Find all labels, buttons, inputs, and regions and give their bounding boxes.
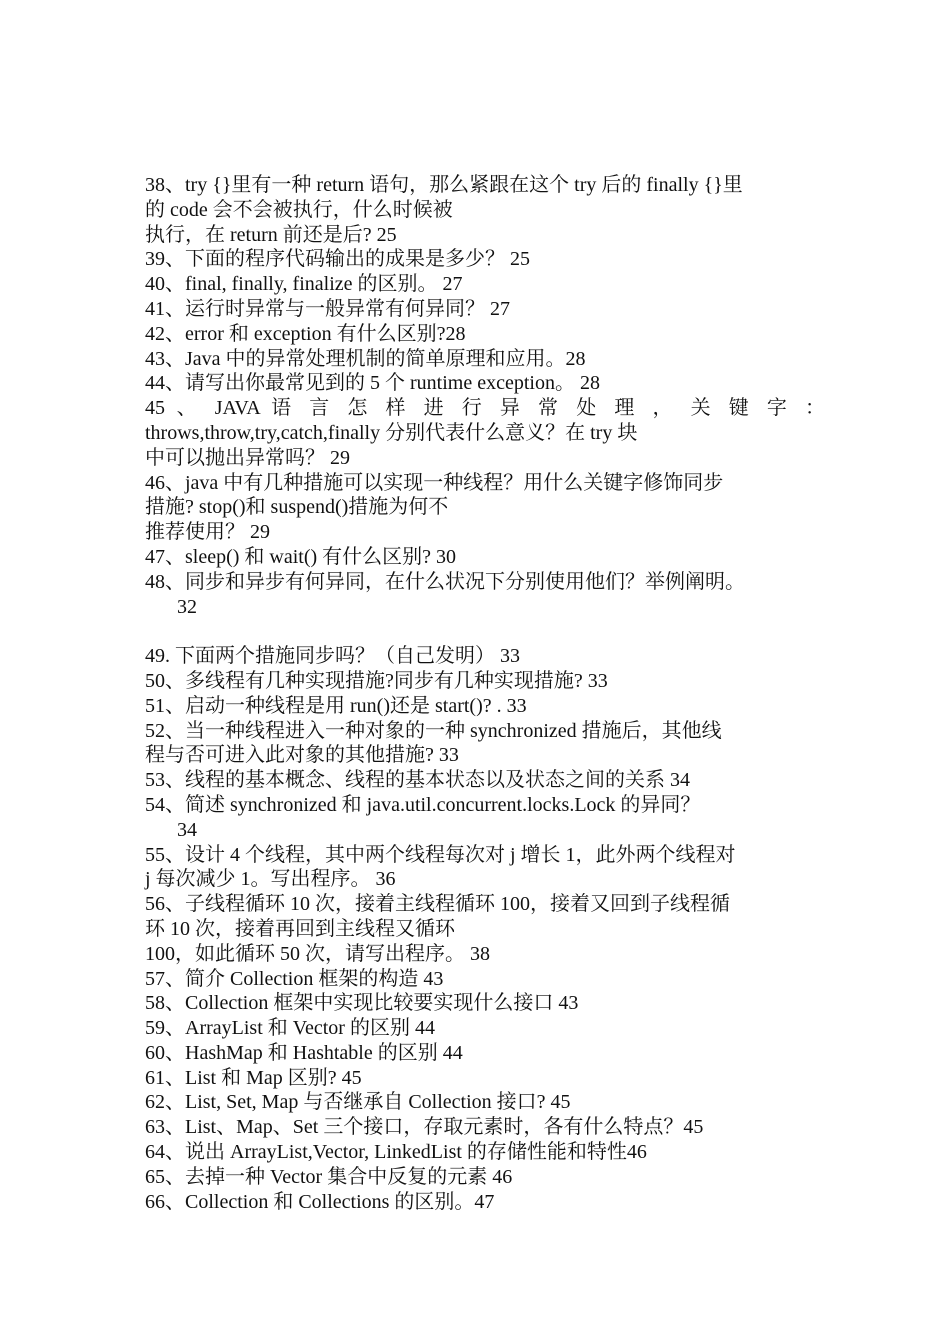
toc-line-58: 58、Collection 框架中实现比较要实现什么接口 43 [145,992,579,1015]
toc-line-59: 59、ArrayList 和 Vector 的区别 44 [145,1017,435,1040]
toc-line-39: 39、下面的程序代码输出的成果是多少？ 25 [145,248,530,271]
toc-page [145,173,825,1214]
toc-line-57: 57、简介 Collection 框架的构造 43 [145,967,444,990]
toc-line-38a: 38、try {}里有一种 return 语句，那么紧跟在这个 try 后的 finally {}里 [145,174,743,196]
toc-line-56c: 100，如此循环 50 次，请写出程序。 38 [145,942,490,965]
toc-line-55a: 55、设计 4 个线程，其中两个线程每次对 j 增长 1，此外两个线程对 [145,843,736,866]
toc-line-44: 44、请写出你最常见到的 5 个 runtime exception。 28 [145,372,600,395]
toc-line-50: 50、多线程有几种实现措施?同步有几种实现措施? 33 [145,669,608,692]
toc-line-55b: j 每次减少 1。写出程序。 36 [145,868,396,891]
toc-line-66: 66、Collection 和 Collections 的区别。47 [145,1190,495,1213]
toc-line-45a: 45 、 JAVA 语 言 怎 样 进 行 异 常 处 理 ， 关 键 字 ： [145,397,825,420]
toc-line-41: 41、运行时异常与一般异常有何异同？ 27 [145,297,510,320]
toc-line-49: 49. 下面两个措施同步吗？（自己发明） 33 [145,645,520,668]
toc-line-62: 62、List, Set, Map 与否继承自 Collection 接口? 45 [145,1091,571,1114]
toc-line-48b: 32 [177,595,197,618]
toc-line-60: 60、HashMap 和 Hashtable 的区别 44 [145,1041,463,1064]
toc-line-56a: 56、子线程循环 10 次，接着主线程循环 100，接着又回到子线程循 [145,893,730,916]
toc-line-53: 53、线程的基本概念、线程的基本状态以及状态之间的关系 34 [145,769,690,792]
toc-line-51: 51、启动一种线程是用 run()还是 start()? . 33 [145,694,527,717]
toc-line-64: 64、说出 ArrayList,Vector, LinkedList 的存储性能和特性46 [145,1141,647,1164]
toc-line-38c: 执行，在 return 前还是后? 25 [145,223,397,246]
toc-line-52b: 程与否可进入此对象的其他措施? 33 [145,744,459,767]
toc-line-45c: 中可以抛出异常吗？ 29 [145,446,350,469]
toc-line-63: 63、List、Map、Set 三个接口，存取元素时，各有什么特点？45 [145,1116,704,1139]
toc-line-48a: 48、同步和异步有何异同，在什么状况下分别使用他们？举例阐明。 [145,570,745,593]
toc-line-45b: throws,throw,try,catch,finally 分别代表什么意义？在 try 块 [145,421,638,444]
toc-line-38b: 的 code 会不会被执行，什么时候被 [145,198,453,221]
toc-line-47: 47、sleep() 和 wait() 有什么区别? 30 [145,545,457,568]
blank-line [145,619,825,644]
toc-line-54b: 34 [177,818,197,841]
toc-line-54a: 54、简述 synchronized 和 java.util.concurrent.locks.Lock 的异同？ [145,793,701,816]
toc-line-40: 40、final, finally, finalize 的区别。 27 [145,273,463,296]
toc-line-56b: 环 10 次，接着再回到主线程又循环 [145,917,455,940]
toc-line-42: 42、error 和 exception 有什么区别?28 [145,322,466,345]
toc-line-52a: 52、当一种线程进入一种对象的一种 synchronized 措施后，其他线 [145,719,722,742]
toc-line-46a: 46、java 中有几种措施可以实现一种线程？用什么关键字修饰同步 [145,471,724,494]
toc-line-46c: 推荐使用？ 29 [145,521,270,544]
toc-line-65: 65、去掉一种 Vector 集合中反复的元素 46 [145,1165,513,1188]
toc-line-61: 61、List 和 Map 区别? 45 [145,1066,362,1089]
toc-line-43: 43、Java 中的异常处理机制的简单原理和应用。28 [145,347,586,370]
toc-line-46b: 措施? stop()和 suspend()措施为何不 [145,496,449,519]
